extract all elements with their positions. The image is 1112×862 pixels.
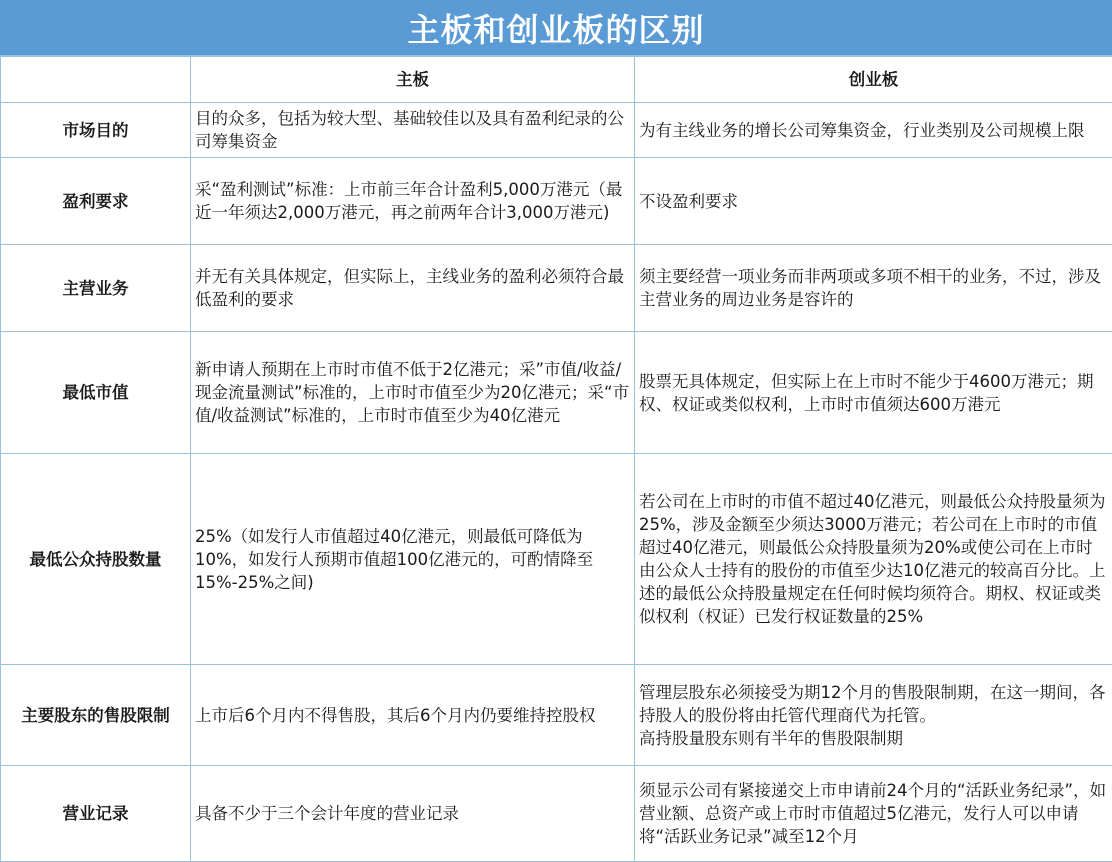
row-label-operating-record: 营业记录 [1,766,191,862]
table-row [1,665,1112,766]
table-row [1,332,1112,454]
cell-gem: 须主要经营一项业务而非两项或多项不相干的业务，不过，涉及主营业务的周边业务是容许的 [635,245,1112,332]
header-main-board: 主板 [191,57,635,103]
cell-main: 上市后6个月内不得售股，其后6个月内仍要维持控股权 [191,665,635,766]
row-label-profit-requirement: 盈利要求 [1,158,191,245]
row-label-shareholder-lockup: 主要股东的售股限制 [1,665,191,766]
page-title: 主板和创业板的区别 [0,0,1112,56]
cell-gem: 须显示公司有紧接递交上市申请前24个月的“活跃业务纪录”，如营业额、总资产或上市时市值超过5亿港元，发行人可以申请将“活跃业务记录”减至12个月 [635,766,1112,862]
cell-gem-text: 管理层股东必须接受为期12个月的售股限制期，在这一期间，各持股人的股份将由托管代理商代为托管。 [639,682,1106,725]
cell-main: 25%（如发行人市值超过40亿港元，则最低可降低为10%，如发行人预期市值超100亿港元的，可酌情降至15%-25%之间) [191,454,635,665]
cell-main: 新申请人预期在上市时市值不低于2亿港元；采”市值/收益/现金流量测试”标准的，上市时市值至少为20亿港元；采“市值/收益测试”标准的，上市时市值至少为40亿港元 [191,332,635,454]
cell-gem-extra-text: 高持股量股东则有半年的售股限制期 [639,728,903,748]
row-label-min-public-float: 最低公众持股数量 [1,454,191,665]
row-label-main-business: 主营业务 [1,245,191,332]
cell-main: 采“盈利测试”标准：上市前三年合计盈利5,000万港元（最近一年须达2,000万港元，再之前两年合计3,000万港元) [191,158,635,245]
header-blank-cell [1,57,191,103]
header-gem-board: 创业板 [635,57,1112,103]
table-row [1,103,1112,158]
row-label-min-market-value: 最低市值 [1,332,191,454]
cell-gem: 股票无具体规定，但实际上在上市时不能少于4600万港元；期权、权证或类似权利，上市时市值须达600万港元 [635,332,1112,454]
cell-gem: 不设盈利要求 [635,158,1112,245]
cell-main: 并无有关具体规定，但实际上，主线业务的盈利必须符合最低盈利的要求 [191,245,635,332]
table-row [1,454,1112,665]
table-row [1,158,1112,245]
table-row [1,766,1112,862]
cell-gem: 为有主线业务的增长公司筹集资金，行业类别及公司规模上限 [635,103,1112,158]
header-row [1,57,1112,103]
row-label-market-purpose: 市场目的 [1,103,191,158]
table-row [1,245,1112,332]
cell-main: 目的众多，包括为较大型、基础较佳以及具有盈利纪录的公司筹集资金 [191,103,635,158]
cell-main: 具备不少于三个会计年度的营业记录 [191,766,635,862]
cell-gem [635,665,1112,766]
comparison-table [0,56,1112,862]
cell-gem: 若公司在上市时的市值不超过40亿港元，则最低公众持股量须为25%，涉及金额至少须达3000万港元；若公司在上市时的市值超过40亿港元，则最低公众持股量须为20%或使公司在上市时由公众人士持有的股份的市值至少达10亿港元的较高百分比。上述的最低公众持股量规定在任何时候均须符合。期权、权证或类似权利（权证）已发行权证数量的25% [635,454,1112,665]
